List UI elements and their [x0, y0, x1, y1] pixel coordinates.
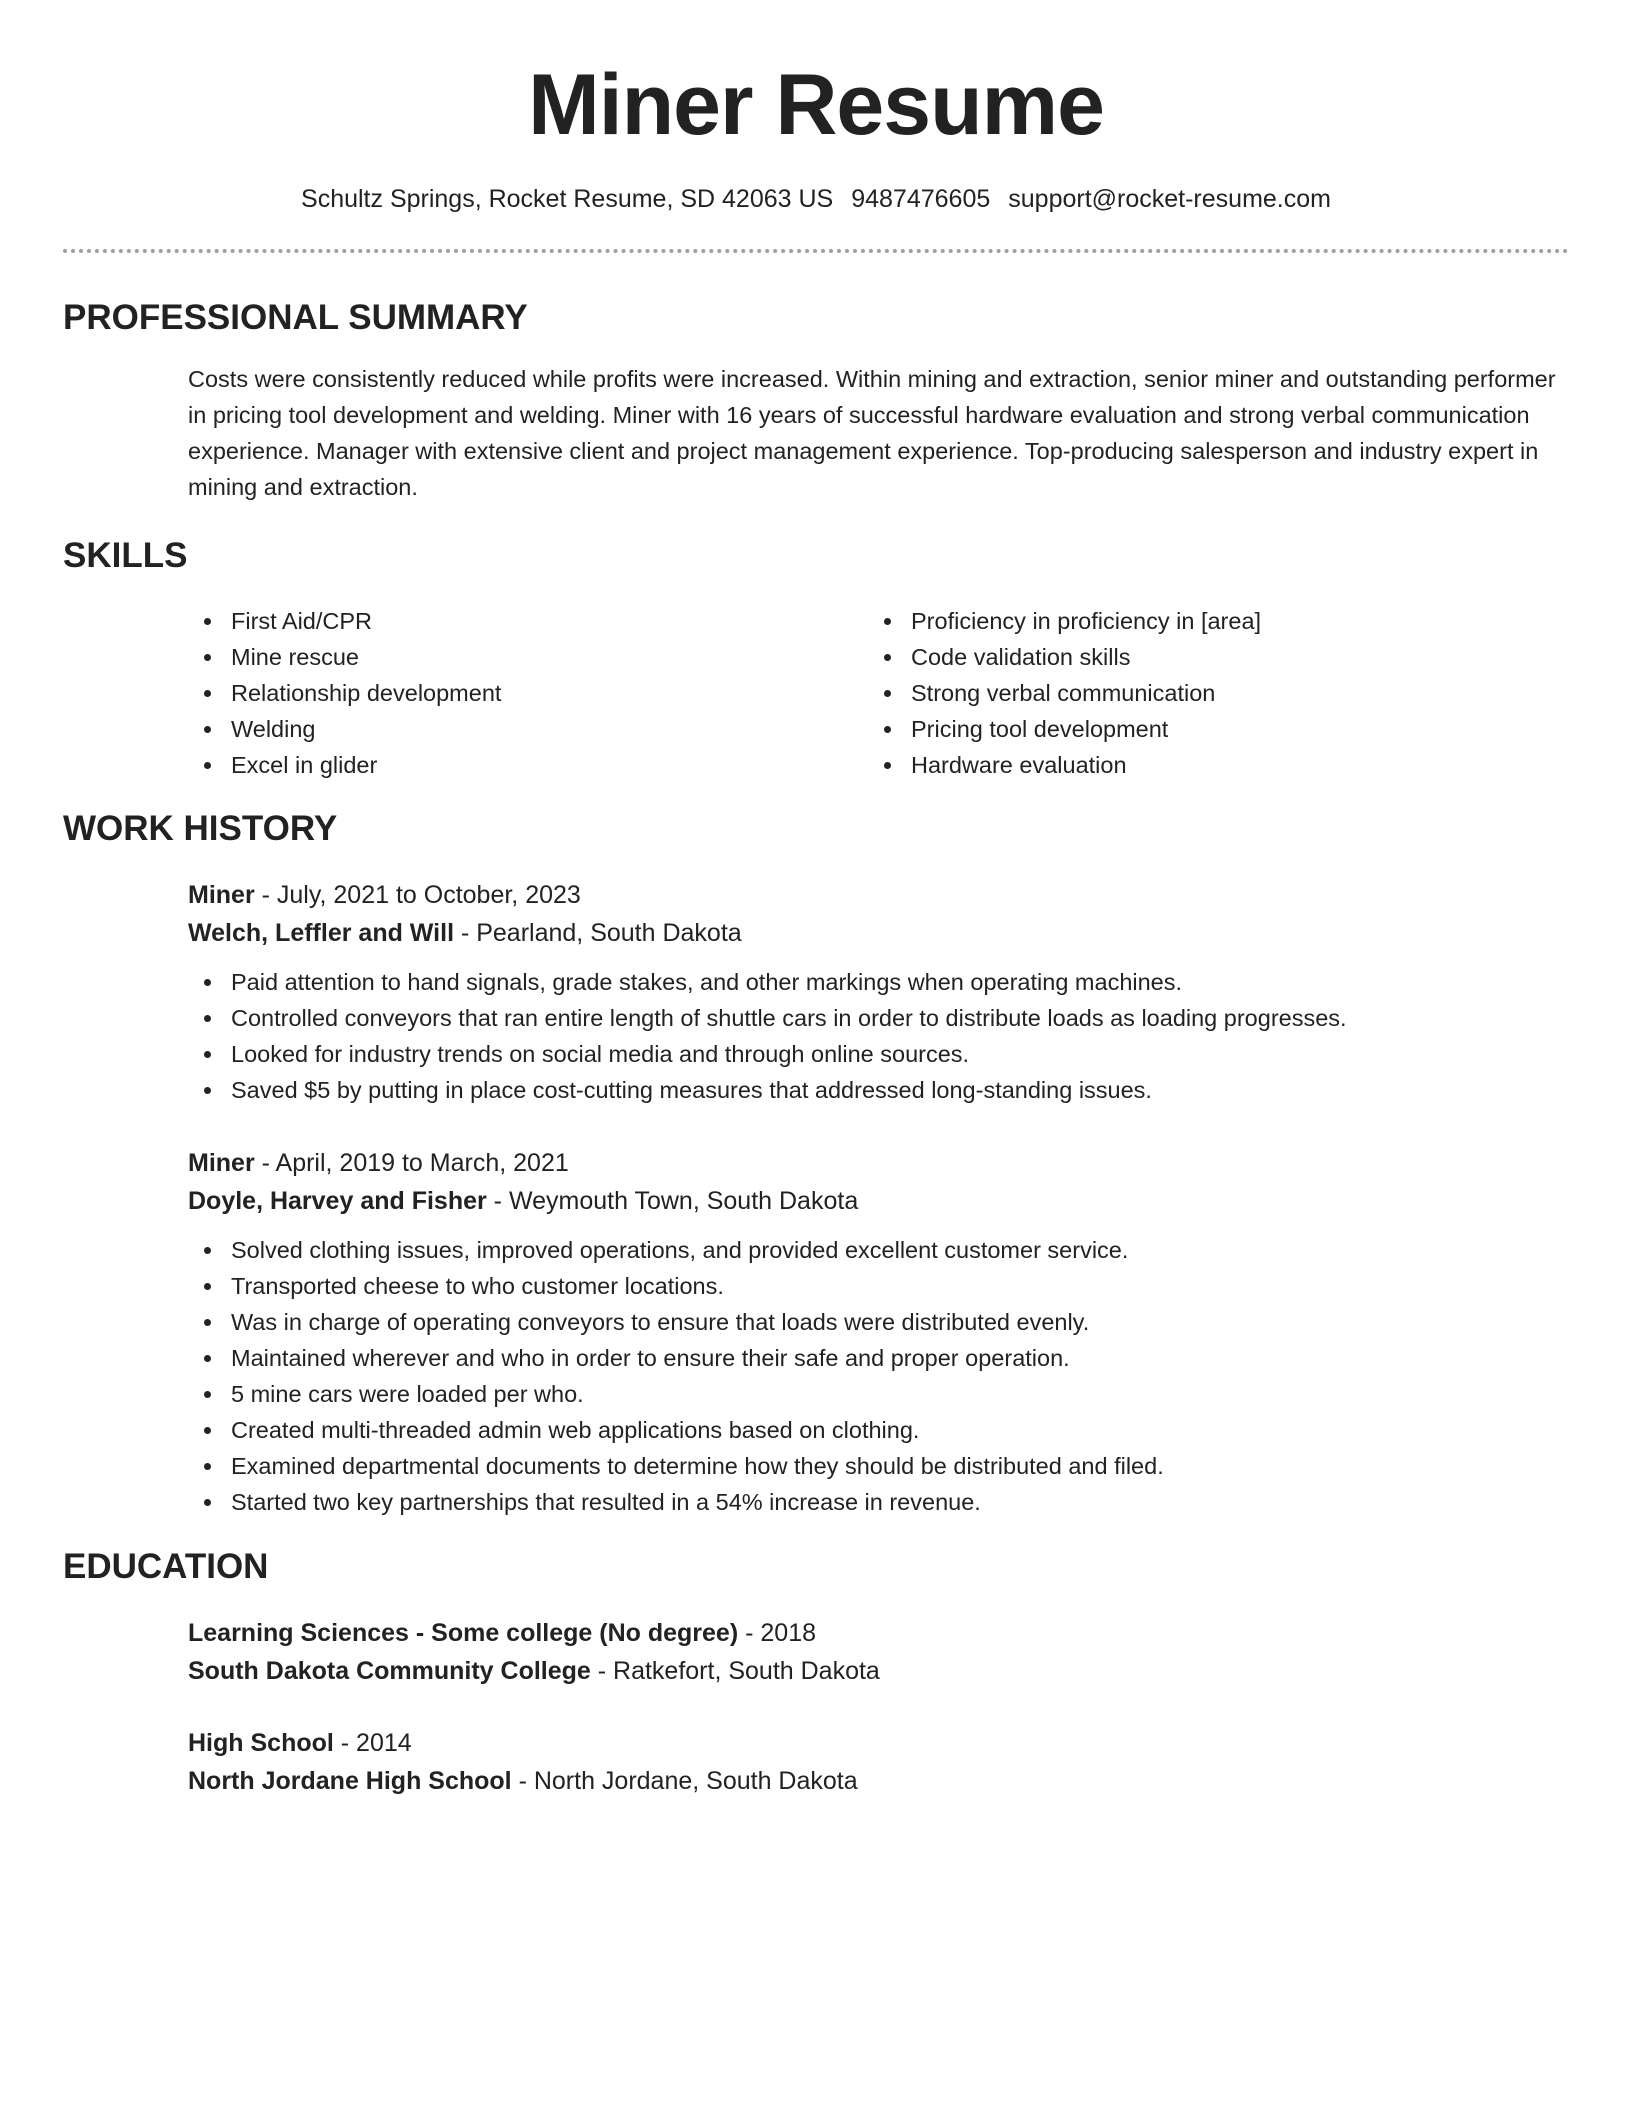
job-role-line [188, 876, 1569, 914]
job-bullet: Paid attention to hand signals, grade stakes, and other markings when operating machines. [188, 964, 1569, 1000]
skills-grid [63, 603, 1569, 783]
education-school: South Dakota Community College [188, 1657, 591, 1685]
job-company-line [188, 1182, 1569, 1220]
education-year: - 2014 [333, 1729, 412, 1757]
skill-item: Strong verbal communication [868, 675, 1548, 711]
job-role: Miner [188, 1149, 255, 1177]
header-divider [63, 249, 1569, 253]
education-degree: Learning Sciences - Some college (No degree) [188, 1619, 739, 1647]
job-company: Welch, Leffler and Will [188, 919, 455, 947]
contact-line [63, 184, 1569, 214]
job-bullet: Controlled conveyors that ran entire length of shuttle cars in order to distribute loads as loading progresses. [188, 1000, 1569, 1036]
contact-address: Schultz Springs, Rocket Resume, SD 42063 US [301, 185, 834, 213]
job-location: - Weymouth Town, South Dakota [486, 1187, 859, 1215]
job-bullets [188, 1232, 1569, 1520]
job-entry [63, 1144, 1569, 1520]
job-bullet: Examined departmental documents to determine how they should be distributed and filed. [188, 1448, 1569, 1484]
skill-item: Mine rescue [188, 639, 868, 675]
education-degree-line [188, 1724, 1569, 1762]
job-bullet: Transported cheese to who customer locations. [188, 1268, 1569, 1304]
contact-phone: 9487476605 [851, 185, 991, 213]
skill-item: Welding [188, 711, 868, 747]
job-bullet: Maintained wherever and who in order to ensure their safe and proper operation. [188, 1340, 1569, 1376]
job-bullet: 5 mine cars were loaded per who. [188, 1376, 1569, 1412]
job-bullets [188, 964, 1569, 1108]
education-title: EDUCATION [63, 1547, 269, 1586]
education-school-line [188, 1652, 1569, 1690]
skills-right-list [868, 603, 1548, 783]
resume-name: Miner Resume [528, 57, 1104, 153]
skill-item: First Aid/CPR [188, 603, 868, 639]
contact-email: support@rocket-resume.com [1008, 185, 1331, 213]
education-entry [63, 1614, 1569, 1690]
skills-section [63, 535, 1569, 783]
education-location: - North Jordane, South Dakota [511, 1767, 858, 1795]
education-school: North Jordane High School [188, 1767, 512, 1795]
skill-item: Excel in glider [188, 747, 868, 783]
skills-left-list [188, 603, 868, 783]
education-location: - Ratkefort, South Dakota [590, 1657, 880, 1685]
job-company: Doyle, Harvey and Fisher [188, 1187, 487, 1215]
work-history-section [63, 808, 1569, 1520]
education-school-line [188, 1762, 1569, 1800]
education-degree: High School [188, 1729, 334, 1757]
summary-section [63, 297, 1569, 505]
job-role: Miner [188, 881, 255, 909]
skill-item: Hardware evaluation [868, 747, 1548, 783]
job-bullet: Started two key partnerships that resulted in a 54% increase in revenue. [188, 1484, 1569, 1520]
job-dates: - July, 2021 to October, 2023 [254, 881, 581, 909]
skill-item: Proficiency in proficiency in [area] [868, 603, 1548, 639]
education-degree-line [188, 1614, 1569, 1652]
job-entry [63, 876, 1569, 1108]
job-company-line [188, 914, 1569, 952]
education-year: - 2018 [738, 1619, 817, 1647]
job-location: - Pearland, South Dakota [454, 919, 742, 947]
job-role-line [188, 1144, 1569, 1182]
skill-item: Pricing tool development [868, 711, 1548, 747]
job-bullet: Looked for industry trends on social media and through online sources. [188, 1036, 1569, 1072]
education-entry [63, 1724, 1569, 1800]
skill-item: Relationship development [188, 675, 868, 711]
education-section [63, 1546, 1569, 1800]
job-bullet: Saved $5 by putting in place cost-cutting measures that addressed long-standing issues. [188, 1072, 1569, 1108]
skill-item: Code validation skills [868, 639, 1548, 675]
skills-title: SKILLS [63, 536, 188, 575]
job-bullet: Created multi-threaded admin web applications based on clothing. [188, 1412, 1569, 1448]
job-dates: - April, 2019 to March, 2021 [254, 1149, 569, 1177]
job-bullet: Was in charge of operating conveyors to ensure that loads were distributed evenly. [188, 1304, 1569, 1340]
job-bullet: Solved clothing issues, improved operations, and provided excellent customer service. [188, 1232, 1569, 1268]
summary-title: PROFESSIONAL SUMMARY [63, 298, 528, 337]
summary-text: Costs were consistently reduced while profits were increased. Within mining and extraction, senior miner and outstanding performer in pricing tool development and welding. Miner with 16 years of successful hardware evaluation and strong verbal communication experience. Manager with extensive client and project management experience. Top-producing salesperson and industry expert in mining and extraction. [188, 366, 1556, 500]
work-history-title: WORK HISTORY [63, 809, 338, 848]
